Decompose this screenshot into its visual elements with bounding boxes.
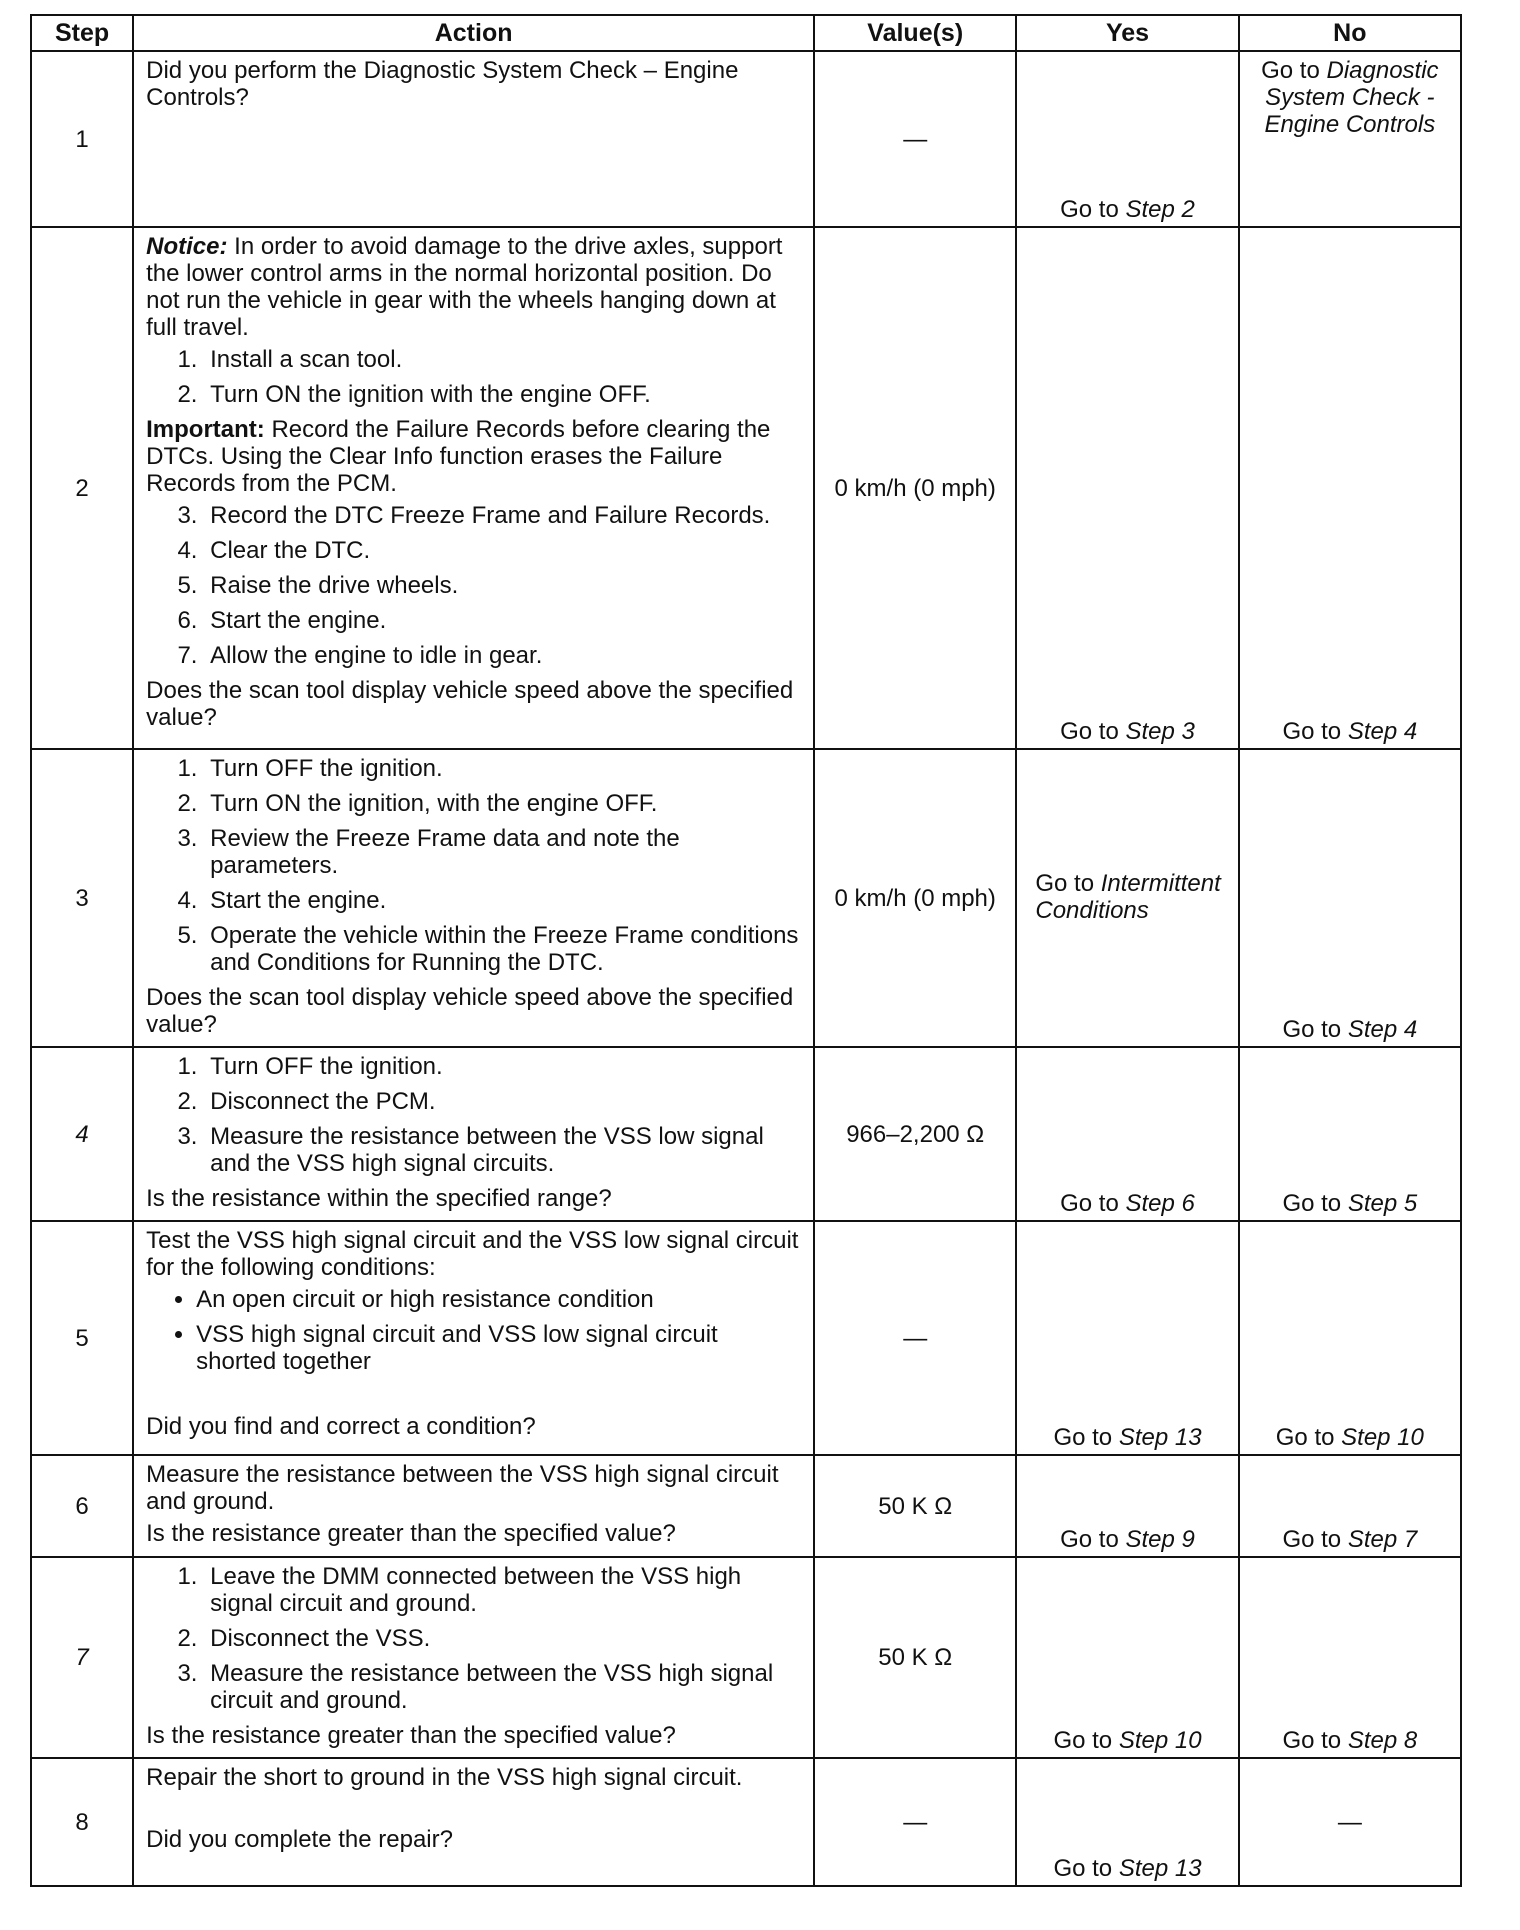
no-cell <box>1239 1455 1461 1557</box>
no-prefix: Go to <box>1282 718 1348 745</box>
action-steps <box>146 502 803 669</box>
no-link[interactable]: Step 8 <box>1347 1727 1418 1754</box>
yes-link[interactable]: Step 6 <box>1125 1190 1195 1217</box>
action-steps <box>146 346 803 408</box>
action-cell <box>133 1455 814 1557</box>
table-row <box>31 749 1461 1047</box>
action-cell <box>133 1557 814 1758</box>
no-prefix: Go to <box>1282 1526 1348 1553</box>
yes-cell <box>1016 227 1238 749</box>
step-number: 1 <box>31 51 133 227</box>
step-number: 8 <box>31 1758 133 1886</box>
list-item: 3. Measure the resistance between the VSS low signal and the VSS high signal circuits. <box>204 1123 803 1177</box>
action-question: Is the resistance greater than the specified value? <box>146 1722 676 1749</box>
step-number: 4 <box>31 1047 133 1221</box>
yes-cell <box>1016 1557 1238 1758</box>
step-number: 6 <box>31 1455 133 1557</box>
list-item: 5. Raise the drive wheels. <box>204 572 803 599</box>
no-cell <box>1239 749 1461 1047</box>
action-question: Did you complete the repair? <box>146 1826 453 1853</box>
yes-prefix: Go to <box>1060 1190 1126 1217</box>
yes-cell <box>1016 1455 1238 1557</box>
list-item: 2. Disconnect the VSS. <box>204 1625 803 1652</box>
yes-cell <box>1016 51 1238 227</box>
header-row <box>31 15 1461 51</box>
notice-text: In order to avoid damage to the drive axles, support the lower control arms in the normal horizontal position. Do not run the vehicle in gear with the wheels hanging down at full travel. <box>146 233 783 341</box>
action-question: Does the scan tool display vehicle speed above the specified value? <box>146 984 794 1038</box>
list-item: 4. Clear the DTC. <box>204 537 803 564</box>
yes-cell <box>1016 749 1238 1047</box>
value-cell: — <box>814 51 1016 227</box>
table-row <box>31 1221 1461 1455</box>
spacer <box>146 1383 803 1413</box>
diagnostic-table <box>30 14 1462 1887</box>
action-question: Is the resistance greater than the specified value? <box>146 1520 676 1547</box>
value-cell: 50 K Ω <box>814 1455 1016 1557</box>
no-link[interactable]: Step 5 <box>1347 1190 1418 1217</box>
notice-label: Notice: <box>146 233 228 260</box>
yes-link[interactable]: Step 10 <box>1118 1727 1202 1754</box>
no-cell <box>1239 1221 1461 1455</box>
list-item: • VSS high signal circuit and VSS low signal circuit shorted together <box>196 1321 803 1375</box>
yes-cell <box>1016 1758 1238 1886</box>
spacer <box>146 1796 803 1826</box>
list-item: 1. Leave the DMM connected between the VSS high signal circuit and ground. <box>204 1563 803 1617</box>
yes-prefix: Go to <box>1053 1424 1119 1451</box>
header-step: Step <box>31 15 133 51</box>
list-item: 1. Turn OFF the ignition. <box>204 755 803 782</box>
header-yes: Yes <box>1016 15 1238 51</box>
no-cell <box>1239 1557 1461 1758</box>
table-row <box>31 227 1461 749</box>
yes-prefix: Go to <box>1053 1727 1119 1754</box>
action-question: Did you perform the Diagnostic System Check – Engine Controls? <box>146 57 739 111</box>
list-item: 6. Start the engine. <box>204 607 803 634</box>
important-text: Record the Failure Records before clearing the DTCs. Using the Clear Info function erases the Failure Records from the PCM. <box>146 416 771 497</box>
table-row <box>31 1047 1461 1221</box>
action-cell <box>133 1758 814 1886</box>
no-prefix: Go to <box>1282 1727 1348 1754</box>
yes-prefix: Go to <box>1053 1855 1119 1882</box>
action-cell <box>133 1047 814 1221</box>
action-cell <box>133 227 814 749</box>
value-cell: 966–2,200 Ω <box>814 1047 1016 1221</box>
list-item: 1. Install a scan tool. <box>204 346 803 373</box>
action-cell <box>133 51 814 227</box>
list-item: 3. Measure the resistance between the VSS high signal circuit and ground. <box>204 1660 803 1714</box>
yes-prefix: Go to <box>1060 196 1126 223</box>
action-cell <box>133 749 814 1047</box>
action-question: Did you find and correct a condition? <box>146 1413 536 1440</box>
yes-prefix: Go to <box>1035 869 1101 897</box>
list-item: 2. Turn ON the ignition with the engine OFF. <box>204 381 803 408</box>
yes-cell <box>1016 1047 1238 1221</box>
notice-paragraph <box>146 233 803 341</box>
action-steps <box>146 1053 803 1177</box>
action-question: Is the resistance within the specified range? <box>146 1185 612 1212</box>
list-item: 3. Record the DTC Freeze Frame and Failure Records. <box>204 502 803 529</box>
action-intro: Test the VSS high signal circuit and the VSS low signal circuit for the following conditions: <box>146 1227 799 1281</box>
no-prefix: Go to <box>1282 1190 1348 1217</box>
value-cell: — <box>814 1221 1016 1455</box>
value-cell: 50 K Ω <box>814 1557 1016 1758</box>
list-item: • An open circuit or high resistance condition <box>196 1286 803 1313</box>
step-number: 2 <box>31 227 133 749</box>
value-cell: — <box>814 1758 1016 1886</box>
condition-list <box>146 1286 803 1375</box>
no-prefix: Go to <box>1275 1424 1342 1451</box>
value-cell: 0 km/h (0 mph) <box>814 749 1016 1047</box>
header-no: No <box>1239 15 1461 51</box>
list-item: 3. Review the Freeze Frame data and note the parameters. <box>204 825 803 879</box>
no-link[interactable]: Step 4 <box>1347 1016 1418 1043</box>
table-row <box>31 1557 1461 1758</box>
yes-link[interactable]: Step 13 <box>1118 1855 1202 1882</box>
action-intro: Measure the resistance between the VSS high signal circuit and ground. <box>146 1461 779 1515</box>
action-steps <box>146 755 803 976</box>
header-action: Action <box>133 15 814 51</box>
yes-link[interactable]: Step 3 <box>1125 718 1195 745</box>
no-cell <box>1239 1047 1461 1221</box>
list-item: 2. Turn ON the ignition, with the engine OFF. <box>204 790 803 817</box>
action-steps <box>146 1563 803 1714</box>
table-row <box>31 1758 1461 1886</box>
yes-cell <box>1016 1221 1238 1455</box>
list-item: 5. Operate the vehicle within the Freeze Frame conditions and Conditions for Running the DTC. <box>204 922 803 976</box>
no-prefix: Go to <box>1261 57 1327 84</box>
no-cell <box>1239 51 1461 227</box>
action-question: Does the scan tool display vehicle speed above the specified value? <box>146 677 794 731</box>
step-number: 5 <box>31 1221 133 1455</box>
yes-link[interactable]: Step 9 <box>1125 1526 1195 1553</box>
table-row <box>31 1455 1461 1557</box>
action-intro: Repair the short to ground in the VSS high signal circuit. <box>146 1764 743 1791</box>
no-link[interactable]: Diagnostic System Check - Engine Controls <box>1264 57 1439 138</box>
value-cell: 0 km/h (0 mph) <box>814 227 1016 749</box>
list-item: 1. Turn OFF the ignition. <box>204 1053 803 1080</box>
list-item: 2. Disconnect the PCM. <box>204 1088 803 1115</box>
yes-prefix: Go to <box>1060 1526 1126 1553</box>
header-value: Value(s) <box>814 15 1016 51</box>
important-paragraph <box>146 416 803 497</box>
no-link[interactable]: Step 7 <box>1347 1526 1418 1553</box>
yes-link[interactable]: Intermittent Conditions <box>1035 869 1221 924</box>
yes-prefix: Go to <box>1060 718 1126 745</box>
step-number: 3 <box>31 749 133 1047</box>
step-number: 7 <box>31 1557 133 1758</box>
list-item: 4. Start the engine. <box>204 887 803 914</box>
yes-link[interactable]: Step 2 <box>1125 196 1195 223</box>
no-link[interactable]: Step 10 <box>1341 1424 1424 1451</box>
list-item: 7. Allow the engine to idle in gear. <box>204 642 803 669</box>
no-prefix: Go to <box>1282 1016 1348 1043</box>
no-cell <box>1239 227 1461 749</box>
important-label: Important: <box>146 416 265 443</box>
no-link[interactable]: Step 4 <box>1347 718 1418 745</box>
table-row <box>31 51 1461 227</box>
yes-link[interactable]: Step 13 <box>1118 1424 1202 1451</box>
no-cell: — <box>1239 1758 1461 1886</box>
action-cell <box>133 1221 814 1455</box>
